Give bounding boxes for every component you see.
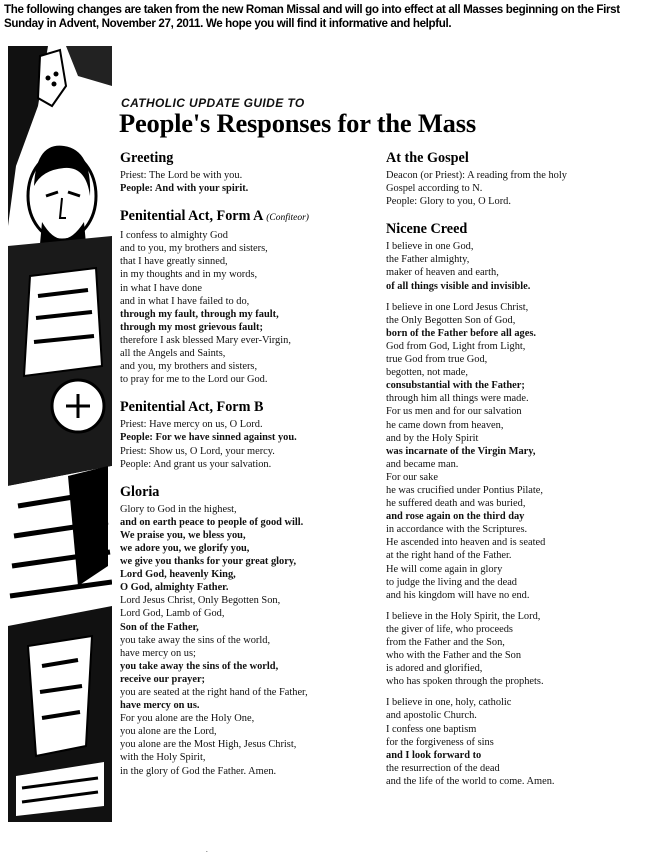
text-line: he was crucified under Pontius Pilate, xyxy=(386,484,543,496)
text-line: who has spoken through the prophets. xyxy=(386,676,544,688)
text-line: He will come again in glory xyxy=(386,563,503,575)
penitential-b-lines xyxy=(120,418,382,470)
intro-line-1: The following changes are taken from the new Roman Missal and will go into effect at all Masses beginning on the First xyxy=(4,3,620,16)
text-line: and in what I have failed to do, xyxy=(120,295,250,307)
christ-figure-icon xyxy=(8,46,112,822)
left-column xyxy=(120,149,382,790)
text-line: and I look forward to xyxy=(386,749,482,761)
text-line: in what I have done xyxy=(120,282,202,294)
text-line: we give you thanks for your great glory, xyxy=(120,556,297,568)
text-line: Lord Jesus Christ, Only Begotten Son, xyxy=(120,595,281,607)
penitential-a-lines xyxy=(120,229,382,386)
text-line: was incarnate of the Virgin Mary, xyxy=(386,445,536,457)
text-line: to judge the living and the dead xyxy=(386,576,518,588)
text-line: through my fault, through my fault, xyxy=(120,308,279,320)
text-line: have mercy on us; xyxy=(120,647,196,659)
penitential-a-heading xyxy=(120,207,382,227)
series-rest: GUIDE TO xyxy=(239,96,305,110)
text-line: He ascended into heaven and is seated xyxy=(386,537,546,549)
text-line: maker of heaven and earth, xyxy=(386,267,499,279)
text-line: and became man. xyxy=(386,458,459,470)
creed-paragraph-4 xyxy=(386,696,648,788)
penitential-a-subtitle: (Confiteor) xyxy=(266,213,309,224)
text-line: Priest: Have mercy on us, O Lord. xyxy=(120,419,263,431)
text-line: I believe in the Holy Spirit, the Lord, xyxy=(386,610,541,622)
creed-paragraph-2 xyxy=(386,301,648,602)
penitential-b-heading: Penitential Act, Form B xyxy=(120,399,264,416)
text-line: through my most grievous fault; xyxy=(120,321,263,333)
penitential-b-section xyxy=(120,398,382,470)
text-line: Glory to God in the highest, xyxy=(120,503,237,515)
text-line: Deacon (or Priest): A reading from the holy xyxy=(386,170,567,181)
creed-paragraph-3 xyxy=(386,610,648,689)
penitential-a-title: Penitential Act, Form A xyxy=(120,208,263,225)
text-line: Gospel according to N. xyxy=(386,183,483,195)
text-line: through him all things were made. xyxy=(386,393,529,405)
text-line: Lord God, heavenly King, xyxy=(120,569,236,581)
text-line: the giver of life, who proceeds xyxy=(386,623,513,635)
text-line: in my thoughts and in my words, xyxy=(120,269,258,281)
text-line: and to you, my brothers and sisters, xyxy=(120,243,268,255)
gloria-lines xyxy=(120,503,382,778)
text-line: and by the Holy Spirit xyxy=(386,432,479,444)
text-line: at the right hand of the Father. xyxy=(386,550,512,562)
text-line: true God from true God, xyxy=(386,354,488,366)
text-line: I confess to almighty God xyxy=(120,230,228,242)
text-line: I believe in one Lord Jesus Christ, xyxy=(386,301,529,313)
text-line: O God, almighty Father. xyxy=(120,582,229,594)
text-line: For you alone are the Holy One, xyxy=(120,713,255,725)
greeting-heading: Greeting xyxy=(120,150,174,166)
right-column xyxy=(386,149,648,800)
gospel-section xyxy=(386,149,648,208)
text-line: for the forgiveness of sins xyxy=(386,736,494,748)
text-line: and apostolic Church. xyxy=(386,710,477,722)
text-line: you alone are the Most High, Jesus Christ, xyxy=(120,739,297,751)
text-line: and on earth peace to people of good will. xyxy=(120,516,304,528)
text-line: Priest: The Lord be with you. xyxy=(120,170,243,181)
text-line: I believe in one God, xyxy=(386,241,474,253)
creed-paragraph-1 xyxy=(386,240,648,292)
text-line: in accordance with the Scriptures. xyxy=(386,524,528,536)
text-line: you take away the sins of the world, xyxy=(120,660,279,672)
text-line: Son of the Father, xyxy=(120,621,199,633)
text-line: and his kingdom will have no end. xyxy=(386,589,530,601)
text-line: and the life of the world to come. Amen. xyxy=(386,775,555,787)
greeting-lines xyxy=(120,169,382,195)
text-line: the Father almighty, xyxy=(386,254,470,266)
gospel-lines xyxy=(386,169,648,208)
footer-mark: . xyxy=(206,846,208,854)
text-line: that I have greatly sinned, xyxy=(120,256,228,268)
text-line: you alone are the Lord, xyxy=(120,726,217,738)
text-line: in the glory of God the Father. Amen. xyxy=(120,765,277,777)
text-line: from the Father and the Son, xyxy=(386,637,505,648)
text-line: People: And with your spirit. xyxy=(120,183,249,195)
text-line: with the Holy Spirit, xyxy=(120,752,206,764)
text-line: we adore you, we glorify you, xyxy=(120,542,250,554)
intro-note xyxy=(4,3,652,31)
text-line: receive our prayer; xyxy=(120,673,206,685)
greeting-section xyxy=(120,149,382,195)
text-line: is adored and glorified, xyxy=(386,663,483,675)
series-italic: CATHOLIC UPDATE xyxy=(121,96,240,110)
intro-line-2: Sunday in Advent, November 27, 2011. We hope you will find it informative and helpful. xyxy=(4,17,452,30)
text-line: For us men and for our salvation xyxy=(386,406,522,418)
creed-heading: Nicene Creed xyxy=(386,221,468,238)
text-line: you are seated at the right hand of the Father, xyxy=(120,687,308,698)
text-line: you take away the sins of the world, xyxy=(120,634,271,646)
text-line: therefore I ask blessed Mary ever-Virgin, xyxy=(120,334,291,346)
christ-illustration xyxy=(8,46,112,822)
penitential-a-section xyxy=(120,207,382,386)
text-line: all the Angels and Saints, xyxy=(120,348,226,360)
text-line: and rose again on the third day xyxy=(386,511,525,523)
page-title: People's Responses for the Mass xyxy=(119,108,476,138)
text-line: consubstantial with the Father; xyxy=(386,380,525,392)
text-line: People: Glory to you, O Lord. xyxy=(386,196,511,208)
text-line: People: And grant us your salvation. xyxy=(120,458,272,470)
text-line: and you, my brothers and sisters, xyxy=(120,361,258,373)
text-line: of all things visible and invisible. xyxy=(386,280,531,292)
text-line: God from God, Light from Light, xyxy=(386,340,526,352)
text-line: the resurrection of the dead xyxy=(386,762,500,774)
text-line: he suffered death and was buried, xyxy=(386,498,526,510)
text-line: We praise you, we bless you, xyxy=(120,529,246,541)
text-line: For our sake xyxy=(386,471,438,483)
text-line: Lord God, Lamb of God, xyxy=(120,608,225,620)
text-line: begotten, not made, xyxy=(386,367,468,379)
text-line: he came down from heaven, xyxy=(386,419,504,431)
gloria-heading: Gloria xyxy=(120,483,160,500)
text-line: have mercy on us. xyxy=(120,700,200,712)
creed-section xyxy=(386,220,648,788)
text-line: Priest: Show us, O Lord, your mercy. xyxy=(120,445,275,457)
text-line: I confess one baptism xyxy=(386,723,477,735)
text-line: the Only Begotten Son of God, xyxy=(386,314,516,326)
text-line: to pray for me to the Lord our God. xyxy=(120,374,268,386)
gospel-heading: At the Gospel xyxy=(386,150,469,166)
text-line: born of the Father before all ages. xyxy=(386,327,536,339)
text-line: People: For we have sinned against you. xyxy=(120,432,297,444)
text-line: who with the Father and the Son xyxy=(386,650,522,662)
gloria-section xyxy=(120,483,382,778)
text-line: I believe in one, holy, catholic xyxy=(386,697,512,709)
